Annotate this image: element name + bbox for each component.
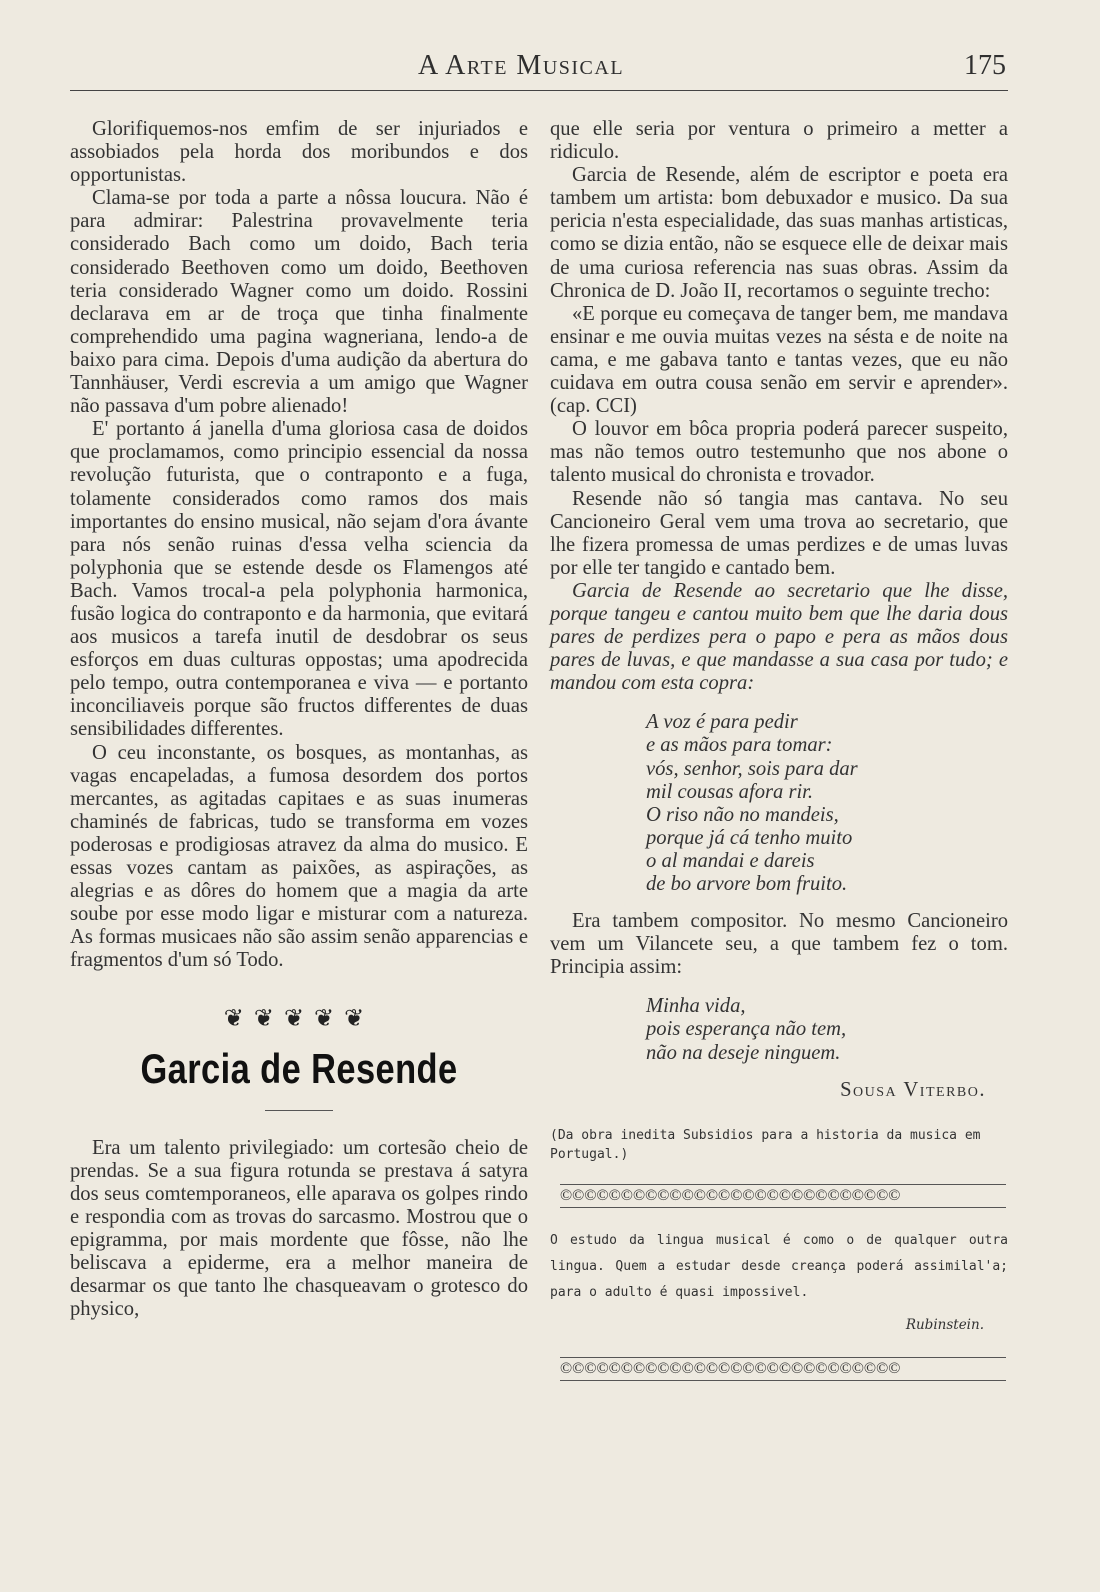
- verse-line: O riso não no mandeis,: [646, 803, 839, 826]
- verse-line: e as mãos para tomar:: [646, 734, 833, 757]
- verse-line: A voz é para pedir: [646, 711, 798, 734]
- quote-text: O estudo da lingua musical é como o de qualquer outra lingua. Quem a estudar desde creança poderá assimilal'a; para o adulto é quasi impossivel.: [550, 1232, 1008, 1300]
- paragraph: que elle seria por ventura o primeiro a metter a ridiculo.: [550, 118, 1008, 164]
- verse-line: não na deseje ninguem.: [646, 1041, 841, 1064]
- paragraph: Glorifiquemos-nos emfim de ser injuriados e assobiados pela horda dos moribundos e dos opportunistas.: [70, 118, 528, 187]
- page-header: [70, 46, 1008, 91]
- section-ornaments: ❦❦❦❦❦: [223, 1006, 375, 1033]
- verse-line: porque já cá tenho muito: [646, 826, 853, 849]
- verse-copra: [646, 711, 1008, 896]
- right-column: [550, 118, 1008, 1381]
- verse-line: Minha vida,: [646, 995, 746, 1018]
- running-title: A Arte Musical: [418, 50, 625, 81]
- author-signature: Sousa Viterbo.: [840, 1078, 986, 1101]
- paragraph: «E porque eu começava de tanger bem, me mandava ensinar e me ouvia muitas vezes na sésta e de noite na cama, e me gabava tanto e tantas vezes, que eu não cuidava em outra cousa senão em servir e aprender». (cap. CCI): [550, 302, 1008, 418]
- composer-paragraph: Era tambem compositor. No mesmo Cancioneiro vem um Vilancete seu, a que tambem fez o tom. Principia assim:: [550, 910, 1008, 979]
- verse-vilancete: [646, 995, 1008, 1064]
- ornamental-border-bottom: ©©©©©©©©©©©©©©©©©©©©©©©©©©©©: [560, 1357, 1006, 1381]
- title-divider: [265, 1110, 333, 1111]
- paragraph: Garcia de Resende, além de escriptor e poeta era tambem um artista: bom debuxador e musico. Da sua pericia n'esta especialidade, das suas manhas artisticas, como se dizia então, não se esquece elle de deixar mais de uma curiosa referencia nas suas obras. Assim da Chronica de D. João II, recortamos o seguinte trecho:: [550, 164, 1008, 302]
- verse-line: o al mandai e dareis: [646, 849, 815, 872]
- left-column: [70, 118, 528, 1321]
- verse-line: pois esperança não tem,: [646, 1018, 847, 1041]
- paragraph: Clama-se por toda a parte a nôssa loucura. Não é para admirar: Palestrina provavelmente teria considerado Bach como um doido, Bach teria considerado Beethoven como um doido, Beethoven teria considerado Wagner como um doido. Rossini declarava em ar de troça que tinha finalmente comprehendido uma pagina wagneriana, lendo-a de baixo para cima. Depois d'uma audição da abertura do Tannhäuser, Verdi escrevia a um amigo que Wagner não passava d'um pobre alienado!: [70, 187, 528, 418]
- page-number: 175: [964, 50, 1006, 81]
- paragraph: Resende não só tangia mas cantava. No seu Cancioneiro Geral vem uma trova ao secretario, que lhe fizera promessa de umas perdizes e de umas luvas por elle ter tangido e cantado bem.: [550, 487, 1008, 579]
- article-title: Garcia de Resende: [140, 1044, 458, 1092]
- quote-author: Rubinstein.: [905, 1316, 984, 1333]
- verse-line: mil cousas afora rir.: [646, 780, 814, 803]
- paragraph: O louvor em bôca propria poderá parecer suspeito, mas não temos outro testemunho que nos abone o talento musical do chronista e trovador.: [550, 418, 1008, 487]
- article-paragraph: Era um talento privilegiado: um cortesão cheio de prendas. Se a sua figura rotunda se prestava á satyra dos seus comtemporaneos, elle aparava os golpes rindo e respondia com as trovas do sarcasmo. Mostrou que o epigramma, por mais mordente que fôsse, não lhe beliscava a epiderme, era a melhor maneira de desarmar os que tanto lhe chasqueavam o grotesco do physico,: [70, 1136, 528, 1321]
- verse-line: vós, senhor, sois para dar: [646, 757, 858, 780]
- verse-line: de bo arvore bom fruito.: [646, 873, 848, 895]
- paragraph: O ceu inconstante, os bosques, as montanhas, as vagas encapeladas, a fumosa desordem dos portos mercantes, as agitadas capitaes e as suas inumeras chaminés de fabricas, tudo se transforma em vozes poderosas e prodigiosas atravez da alma do musico. E essas vozes cantam as paixões, as aspirações, as alegrias e as dôres do homem que a magia da arte soube por esse modo ligar e misturar com a natureza. As formas musicaes não são assim senão apparencias e fragmentos d'um só Todo.: [70, 741, 528, 972]
- italic-paragraph: Garcia de Resende ao secretario que lhe disse, porque tangeu e cantou muito bem que lhe daria dous pares de perdizes pera o papo e pera as mãos dous pares de luvas, e que mandasse a sua casa por tudo; e mandou com esta copra:: [550, 579, 1008, 695]
- ornamental-border-top: ©©©©©©©©©©©©©©©©©©©©©©©©©©©©: [560, 1184, 1006, 1208]
- italic-rubric: [550, 580, 1008, 695]
- source-note: (Da obra inedita Subsidios para a historia da musica em Portugal.): [550, 1127, 981, 1162]
- paragraph: E' portanto á janella d'uma gloriosa casa de doidos que proclamamos, como principio essencial da nossa revolução futurista, que o contraponto e a fuga, tolamente considerados como ramos dos mais importantes do ensino musical, não sejam d'ora ávante para nós senão ruinas d'essa velha sciencia da polyphonia que se estende desde os Flamengos até Bach. Vamos trocal-a pela polyphonia harmonica, fusão logica do contraponto e da harmonia, que evitará aos musicos a tarefa inutil de desdobrar os seus esforços em duas culturas oppostas; uma apodrecida pelo tempo, outra contemporanea e viva — e portanto inconciliaveis porque são fructos differentes de duas sensibilidades differentes.: [70, 418, 528, 741]
